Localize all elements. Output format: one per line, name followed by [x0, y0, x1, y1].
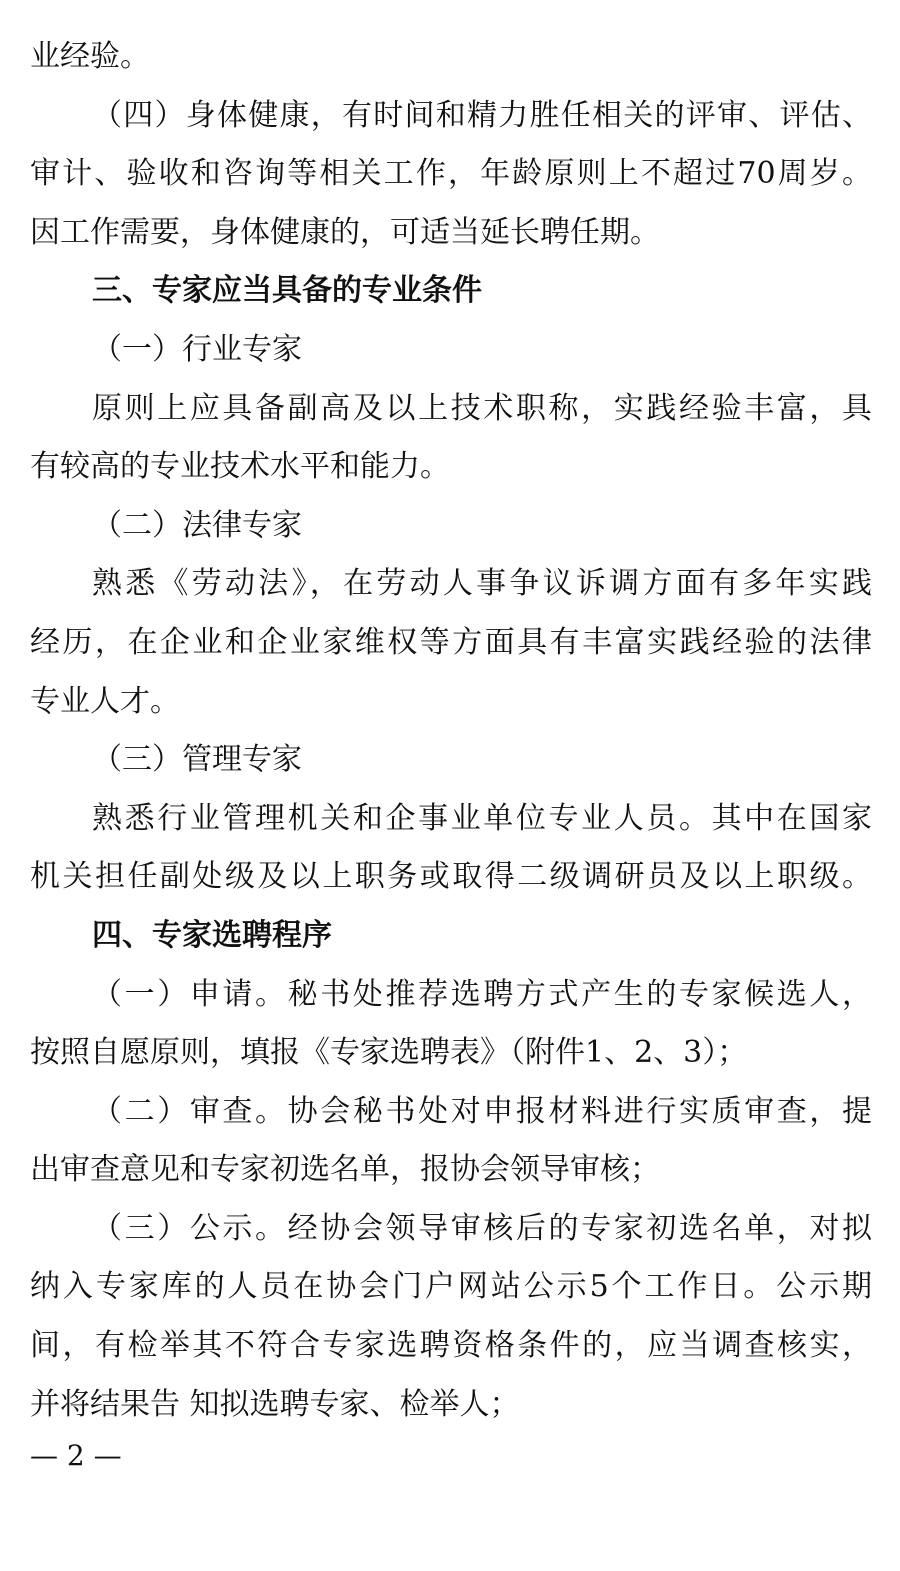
text-line-17: （一）申请。秘书处推荐选聘方式产生的专家候选人， [92, 976, 872, 1012]
text-line-18: 按照自愿原则，填报《专家选聘表》（附件1、2、3）； [30, 1035, 748, 1071]
text-line-1: 业经验。 [30, 39, 150, 74]
text-line-3: 审计、验收和咨询等相关工作，年龄原则上不超过70周岁。 [30, 156, 872, 192]
subheading-industry-expert: （一）行业专家 [92, 331, 302, 367]
text-line-14: 熟悉行业管理机关和企事业单位专业人员。其中在国家 [92, 800, 872, 836]
text-line-11: 经历，在企业和企业家维权等方面具有丰富实践经验的法律 [30, 624, 872, 660]
subheading-management-expert: （三）管理专家 [92, 742, 302, 778]
text-line-8: 有较高的专业技术水平和能力。 [30, 449, 450, 485]
text-line-12: 专业人才。 [30, 683, 180, 719]
text-line-2: （四）身体健康，有时间和精力胜任相关的评审、评估、 [92, 97, 872, 133]
text-line-22: 纳入专家库的人员在协会门户网站公示5个工作日。公示期 [30, 1269, 872, 1305]
page-number: — 2 — [30, 1439, 122, 1472]
section-heading-3: 三、专家应当具备的专业条件 [92, 273, 482, 309]
subheading-legal-expert: （二）法律专家 [92, 507, 302, 543]
text-line-19: （二）审查。协会秘书处对申报材料进行实质审查，提 [92, 1093, 872, 1129]
section-heading-4: 四、专家选聘程序 [92, 917, 332, 953]
text-line-24: 并将结果告 知拟选聘专家、检举人； [30, 1386, 520, 1422]
text-line-20: 出审查意见和专家初选名单，报协会领导审核； [30, 1152, 660, 1188]
text-line-23: 间，有检举其不符合专家选聘资格条件的，应当调查核实， [30, 1328, 872, 1364]
text-line-21: （三）公示。经协会领导审核后的专家初选名单，对拟 [92, 1210, 872, 1246]
text-line-7: 原则上应具备副高及以上技术职称，实践经验丰富，具 [92, 390, 872, 426]
text-line-15: 机关担任副处级及以上职务或取得二级调研员及以上职级。 [30, 859, 872, 895]
text-line-10: 熟悉《劳动法》，在劳动人事争议诉调方面有多年实践 [92, 566, 872, 602]
document-body [30, 28, 872, 1434]
text-line-4: 因工作需要，身体健康的，可适当延长聘任期。 [30, 214, 660, 250]
